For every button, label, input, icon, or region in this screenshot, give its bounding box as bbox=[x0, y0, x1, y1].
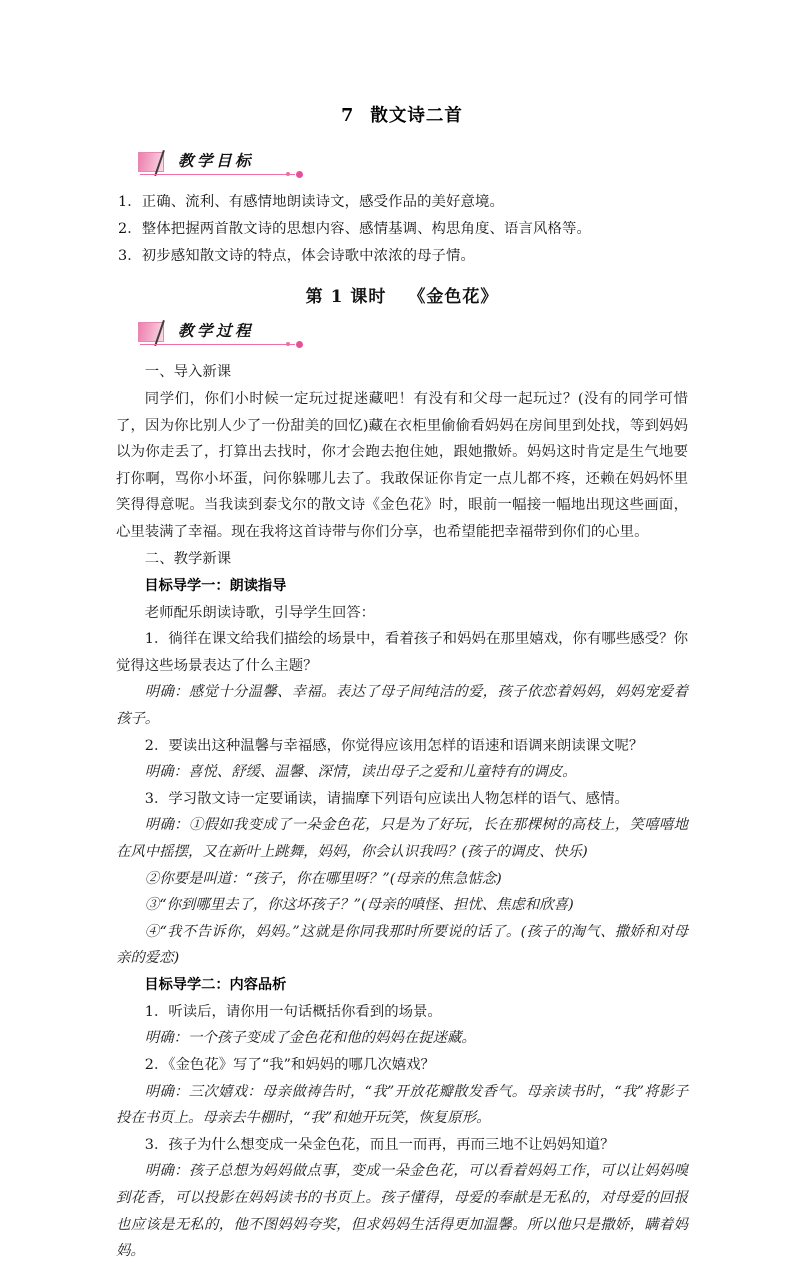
lesson-number: 7 bbox=[341, 106, 355, 126]
badge-slash-icon bbox=[163, 320, 177, 345]
goal-two-answer: 明确：三次嬉戏：母亲做祷告时，“我”开放花瓣散发香气。母亲读书时，“我”将影子投在书页上。母亲去牛棚时，“我”和她开玩笑，恢复原形。 bbox=[116, 1083, 688, 1127]
badge-small-dot-icon bbox=[286, 172, 290, 176]
section-badge-teaching-objectives bbox=[138, 149, 428, 179]
goal-one-answer: 明确：喜悦、舒缓、温馨、深情，读出母子之爱和儿童特有的调皮。 bbox=[144, 764, 577, 781]
goal-two-answer: 明确：一个孩子变成了金色花和他的妈妈在捉迷藏。 bbox=[144, 1030, 476, 1047]
page-content bbox=[116, 96, 688, 1265]
section-paragraph-intro: 同学们，你们小时候一定玩过捉迷藏吧！有没有和父母一起玩过？(没有的同学可惜了，因为你比别人少了一份甜美的回忆)藏在衣柜里偷偷看妈妈在房间里到处找，等到妈妈以为你走丢了，打算出去找时，你才会跑去抱住她，跟她撒娇。妈妈这时肯定是生气地要打你啊，骂你小坏蛋，问你躲哪儿去了。我敢保证你肯定一点儿都不疼，还赖在妈妈怀里笑得得意呢。当我读到泰戈尔的散文诗《金色花》时，眼前一幅接一幅地出现这些画面，心里装满了幸福。现在我将这首诗带与你们分享，也希望能把幸福带到你们的心里。 bbox=[116, 391, 688, 540]
objective-item: 3．初步感知散文诗的特点，体会诗歌中浓浓的母子情。 bbox=[118, 248, 476, 264]
lesson-period-title bbox=[116, 270, 688, 313]
objectives-list bbox=[116, 189, 688, 270]
section-badge-teaching-process bbox=[138, 319, 428, 349]
goal-one-answer: 明确：感觉十分温馨、幸福。表达了母子间纯洁的爱，孩子依恋着妈妈，妈妈宠爱着孩子。 bbox=[116, 684, 688, 727]
lesson-title-text: 散文诗二首 bbox=[370, 106, 463, 126]
goal-heading-two: 目标导学二：内容品析 bbox=[144, 976, 287, 993]
lesson-period: 第 1 课时 bbox=[305, 287, 387, 307]
section-heading-new-lesson: 二、教学新课 bbox=[144, 550, 232, 567]
goal-two-question: 3．孩子为什么想变成一朵金色花，而且一而再，再而三地不让妈妈知道？ bbox=[144, 1136, 615, 1153]
goal-one-answer-extra: ②你要是叫道：“孩子，你在哪里呀？”(母亲的焦急惦念) bbox=[144, 870, 502, 887]
badge-label: 教学目标 bbox=[178, 151, 255, 170]
page-title bbox=[116, 96, 688, 143]
lesson-name: 《金色花》 bbox=[408, 287, 499, 307]
badge-underline-icon bbox=[140, 344, 295, 345]
goal-one-answer-extra: ③“你到哪里去了，你这坏孩子？”(母亲的嗔怪、担忧、焦虑和欣喜) bbox=[144, 897, 574, 914]
goal-one-answer-extra: ④“我不告诉你，妈妈。”这就是你同我那时所要说的话了。(孩子的淘气、撒娇和对母亲的爱恋) bbox=[116, 923, 688, 967]
goal-one-question: 2．要读出这种温馨与幸福感，你觉得应该用怎样的语速和语调来朗读课文呢？ bbox=[144, 737, 644, 754]
badge-slash-icon bbox=[163, 150, 177, 175]
objective-item: 2．整体把握两首散文诗的思想内容、感情基调、构思角度、语言风格等。 bbox=[118, 221, 591, 237]
goal-one-question: 1．徜徉在课文给我们描绘的场景中，看着孩子和妈妈在那里嬉戏，你有哪些感受？你觉得这些场景表达了什么主题？ bbox=[116, 631, 688, 674]
badge-label: 教学过程 bbox=[178, 321, 255, 340]
badge-small-dot-icon bbox=[286, 342, 290, 346]
goal-two-question: 1．听读后，请你用一句话概括你看到的场景。 bbox=[144, 1003, 442, 1020]
goal-one-question: 3．学习散文诗一定要诵读，请揣摩下列语句应读出人物怎样的语气、感情。 bbox=[144, 790, 629, 807]
goal-heading-one: 目标导学一：朗读指导 bbox=[144, 577, 287, 594]
goal-one-answer: 明确：①假如我变成了一朵金色花，只是为了好玩，长在那棵树的高枝上，笑嘻嘻地在风中摇摆，又在新叶上跳舞，妈妈，你会认识我吗？(孩子的调皮、快乐) bbox=[116, 817, 688, 860]
badge-large-dot-icon bbox=[296, 171, 303, 178]
objective-item: 1．正确、流利、有感情地朗读诗文，感受作品的美好意境。 bbox=[118, 194, 505, 210]
section-heading-intro: 一、导入新课 bbox=[144, 364, 232, 380]
badge-large-dot-icon bbox=[296, 341, 303, 348]
goal-one-intro: 老师配乐朗读诗歌，引导学生回答： bbox=[144, 604, 376, 621]
goal-two-question: 2．《金色花》写了“我”和妈妈的哪几次嬉戏？ bbox=[144, 1057, 435, 1074]
goal-two-answer: 明确：孩子总想为妈妈做点事，变成一朵金色花，可以看着妈妈工作，可以让妈妈嗅到花香，可以投影在妈妈读书的书页上。孩子懂得，母爱的奉献是无私的，对母爱的回报也应该是无私的，他不图妈妈夸奖，但求妈妈生活得更加温馨。所以他只是撒娇，瞒着妈妈。 bbox=[116, 1163, 688, 1260]
badge-underline-icon bbox=[140, 174, 295, 175]
